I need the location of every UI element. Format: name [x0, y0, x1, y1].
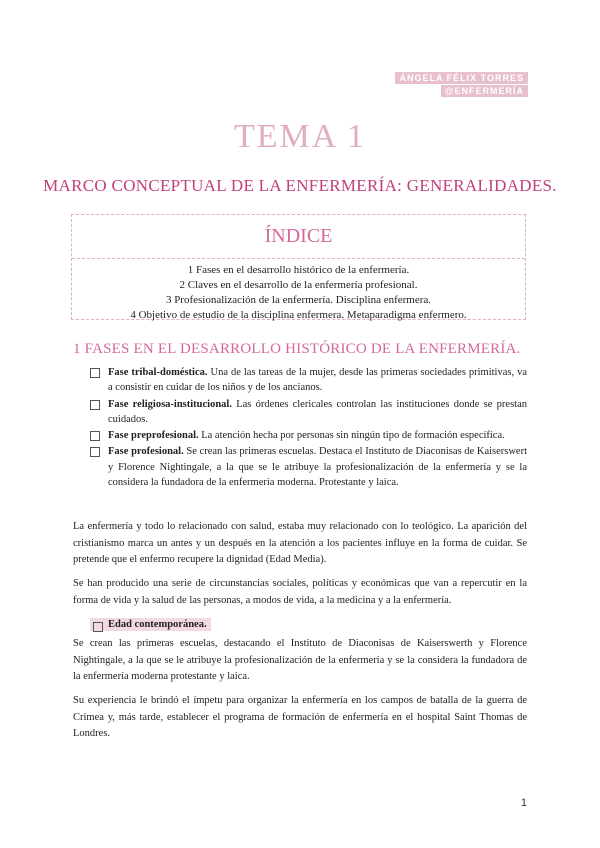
- checkbox-icon: [90, 368, 100, 378]
- checkbox-icon: [90, 400, 100, 410]
- phase-text: Se crean las primeras escuelas. Destaca el Instituto de Diaconisas de Kaiserswert y Florence Nightingale, a la que se le atribuye la profesionalización de la enfermería y se la considera la fundadora de la enfermería moderna. Protestante y laica.: [108, 446, 528, 489]
- index-item: 4 Objetivo de estudio de la disciplina enfermera. Metaparadigma enfermero.: [130, 309, 467, 321]
- paragraph: Su experiencia le brindó el ímpetu para organizar la enfermería en los campos de batalla de la guerra de Crimea y, más tarde, establecer el programa de formación de enfermería en el hospital Saint Thomas de Londres.: [73, 695, 527, 739]
- index-item: 3 Profesionalización de la enfermería. Disciplina enfermera.: [165, 294, 432, 306]
- page-title: TEMA 1: [234, 118, 366, 155]
- phase-term: Fase religiosa-institucional.: [108, 398, 232, 410]
- index-title: ÍNDICE: [72, 215, 525, 259]
- index-box: [71, 214, 526, 320]
- list-item: [90, 428, 527, 443]
- edad-contemporanea-label: [90, 619, 211, 630]
- list-item: [90, 444, 527, 490]
- phases-list: [90, 365, 527, 491]
- list-item: [90, 365, 527, 396]
- list-item: [90, 397, 527, 428]
- phase-term: Fase preprofesional.: [108, 430, 199, 442]
- index-list: [72, 259, 525, 323]
- phase-text: Una de las tareas de la mujer, desde las primeras sociedades primitivas, va a consistir en cuidar de los niños y de los ancianos.: [108, 367, 527, 394]
- edad-text: Edad contemporánea.: [108, 619, 207, 630]
- highlight: [90, 618, 211, 631]
- paragraph: Se crean las primeras escuelas, destacando el Instituto de Diaconisas de Kaiserswerth y Florence Nightingale, a la que se le atribuye la profesionalización de la enfermería y se la considera la fundadora de la enfermería moderna protestante y laica.: [73, 638, 527, 682]
- checkbox-icon: [90, 447, 100, 457]
- phase-term: Fase tribal-doméstica.: [108, 367, 208, 378]
- page-subtitle: MARCO CONCEPTUAL DE LA ENFERMERÍA: GENERALIDADES.: [43, 176, 557, 195]
- checkbox-icon: [90, 431, 100, 441]
- page-number: 1: [520, 797, 527, 809]
- section-heading: 1 FASES EN EL DESARROLLO HISTÓRICO DE LA ENFERMERÍA.: [73, 341, 521, 357]
- author-badge: ÁNGELA FÉLIX TORRES: [395, 72, 528, 84]
- paragraph: La enfermería y todo lo relacionado con salud, estaba muy relacionado con lo teológico. La aparición del cristianismo marca un antes y un después en la atención a los pacientes influye en la forma de cuidar. Se pretende que el enfermo recupere la dignidad (Edad Media).: [73, 521, 527, 565]
- paragraph: Se han producido una serie de circunstancias sociales, políticas y económicas que van a repercutir en la forma de vida y la salud de las personas, a modos de vida, a la medicina y a la enfermería.: [73, 578, 527, 606]
- phase-text: La atención hecha por personas sin ningún tipo de formación específica.: [198, 430, 505, 442]
- phase-text: Las órdenes clericales controlan las instituciones donde se prestan cuidados.: [108, 398, 527, 425]
- phase-term: Fase profesional.: [108, 446, 184, 458]
- index-item: 2 Claves en el desarrollo de la enfermería profesional.: [179, 279, 418, 291]
- index-item: 1 Fases en el desarrollo histórico de la enfermería.: [187, 264, 410, 276]
- handle-badge: @ENFERMERÍA: [441, 85, 528, 97]
- checkbox-icon: [93, 622, 103, 632]
